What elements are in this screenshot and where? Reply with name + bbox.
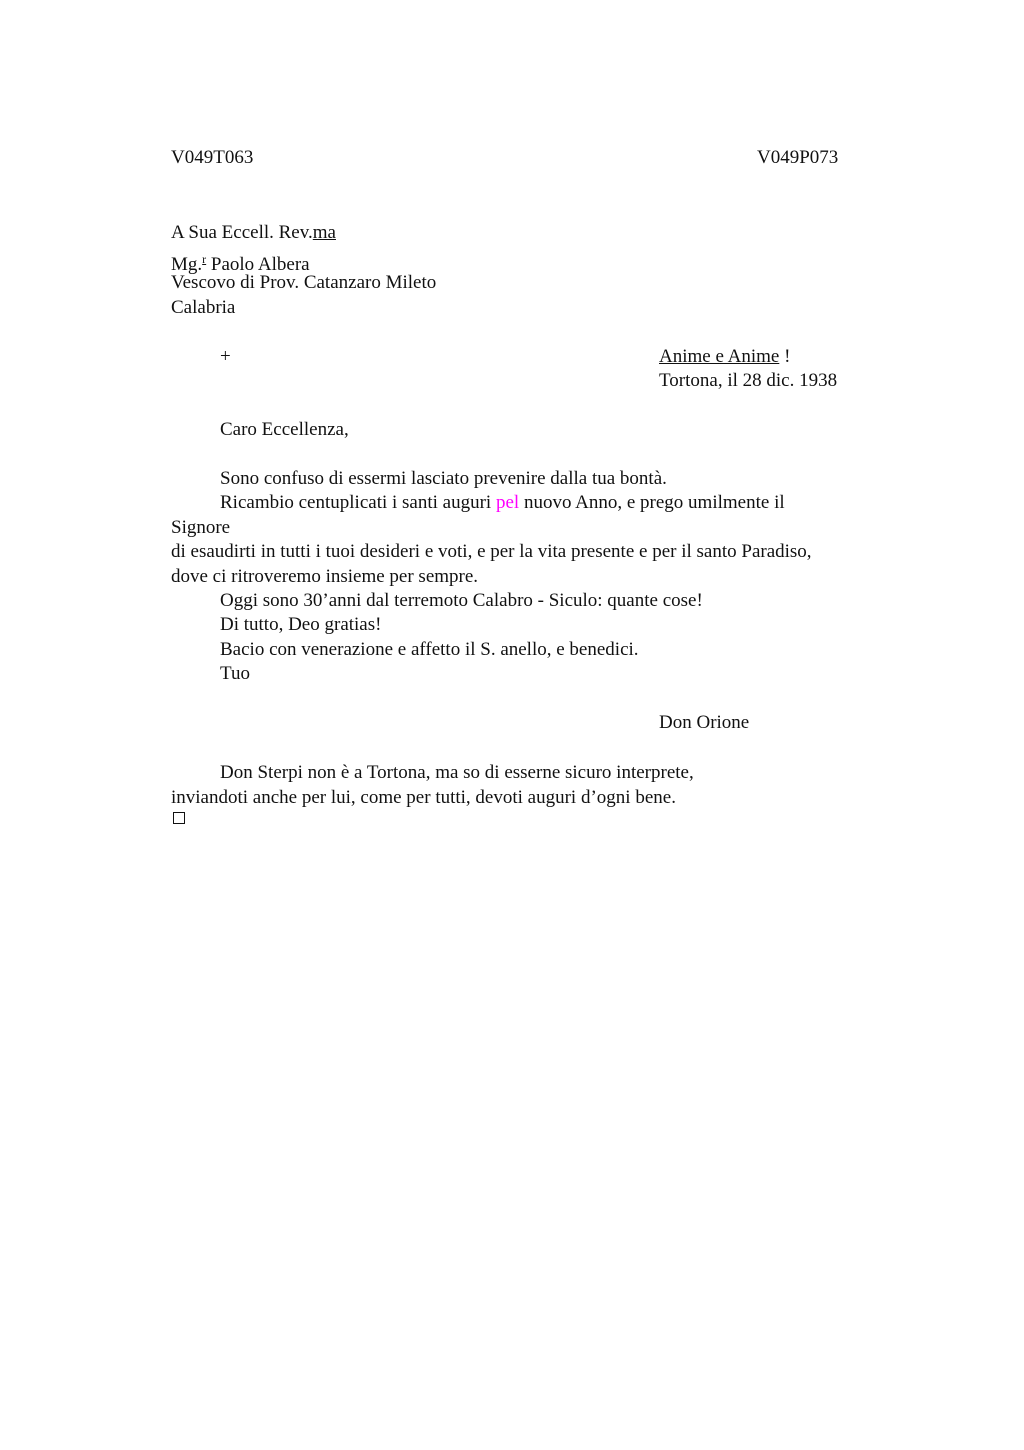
cross-mark: +: [220, 346, 231, 367]
address-line-1: [171, 221, 336, 245]
closing: Tuo: [220, 663, 250, 684]
body-paragraph-5: Bacio con venerazione e affetto il S. anello, e benedici.: [220, 639, 639, 660]
highlighted-word: pel: [495, 492, 520, 513]
end-of-document-box: [173, 812, 185, 824]
body-paragraph-2-line-2: Signore: [171, 517, 231, 538]
body-paragraph-3: Oggi sono 30’anni dal terremoto Calabro - Siculo: quante cose!: [220, 590, 703, 611]
address-line-2-prefix: Mg.: [171, 254, 203, 275]
document-code-right: V049P073: [757, 147, 839, 168]
address-line-3: Vescovo di Prov. Catanzaro Mileto: [171, 272, 437, 293]
document-code-left: V049T063: [171, 147, 254, 168]
address-line-1-suffix: ma: [312, 222, 336, 243]
address-line-1-prefix: A Sua Eccell. Rev.: [171, 222, 313, 243]
body-paragraph-2-line-3: di esaudirti in tutti i tuoi desideri e voti, e per la vita presente e per il santo Paradiso,: [171, 541, 812, 562]
place-date: Tortona, il 28 dic. 1938: [659, 370, 838, 391]
body-paragraph-2-line-1: [220, 491, 785, 515]
motto-exclamation: !: [779, 346, 791, 367]
signature: Don Orione: [659, 712, 750, 733]
address-line-2-name: Paolo Albera: [206, 254, 310, 275]
address-line-2-superscript: r: [202, 252, 207, 266]
body-paragraph-4: Di tutto, Deo gratias!: [220, 614, 382, 635]
salutation: Caro Eccellenza,: [220, 419, 349, 440]
postscript-line-2: inviandoti anche per lui, come per tutti, devoti auguri d’ogni bene.: [171, 787, 676, 808]
address-line-4: Calabria: [171, 297, 236, 318]
motto: [659, 345, 790, 369]
postscript-line-1: Don Sterpi non è a Tortona, ma so di esserne sicuro interprete,: [220, 762, 694, 783]
motto-underlined: Anime e Anime: [659, 346, 780, 367]
body-paragraph-2-before: Ricambio centuplicati i santi auguri: [220, 492, 496, 513]
body-paragraph-1: Sono confuso di essermi lasciato prevenire dalla tua bontà.: [220, 468, 667, 489]
body-paragraph-2-line-4: dove ci ritroveremo insieme per sempre.: [171, 566, 479, 587]
body-paragraph-2-after: nuovo Anno, e prego umilmente il: [519, 492, 785, 513]
